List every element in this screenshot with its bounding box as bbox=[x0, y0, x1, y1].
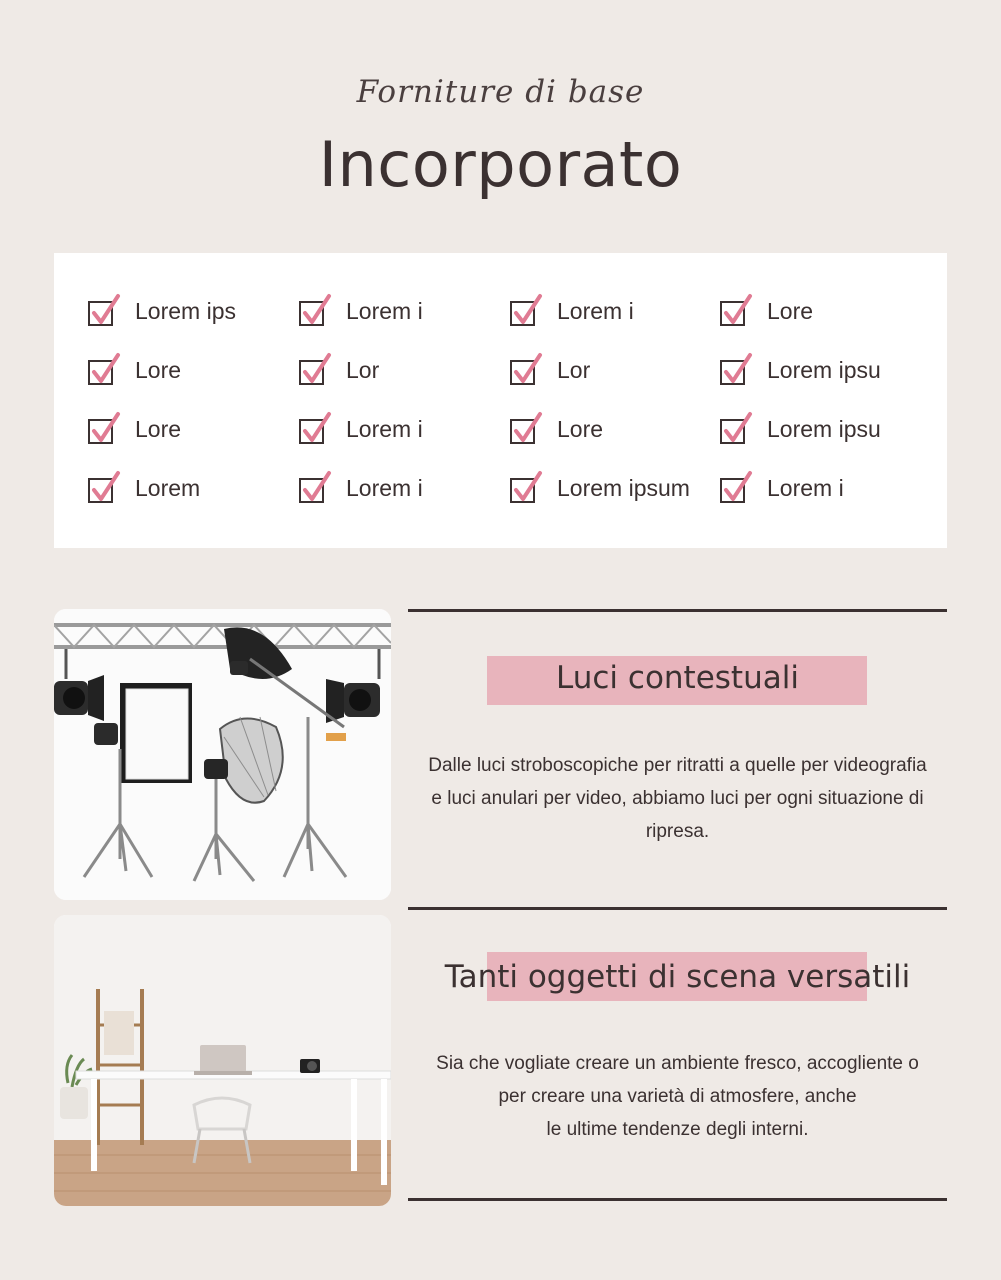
checklist-item bbox=[299, 293, 510, 329]
checklist-item bbox=[510, 293, 720, 329]
checklist-item-label: Lorem i bbox=[767, 474, 844, 501]
checkbox-checked-icon bbox=[510, 297, 539, 326]
checkbox-checked-icon bbox=[299, 415, 328, 444]
checkbox-checked-icon bbox=[720, 356, 749, 385]
checklist-item bbox=[299, 352, 510, 388]
section-title-lights: Luci contestuali bbox=[556, 660, 799, 696]
checkbox-checked-icon bbox=[720, 297, 749, 326]
checkbox-checked-icon bbox=[88, 415, 117, 444]
checklist-item bbox=[720, 293, 931, 329]
checklist-item bbox=[299, 470, 510, 506]
checklist-item bbox=[88, 352, 299, 388]
checkbox-checked-icon bbox=[510, 415, 539, 444]
checklist-item-label: Lorem ipsu bbox=[767, 415, 881, 442]
checklist-item bbox=[88, 411, 299, 447]
page-subtitle: Forniture di base bbox=[356, 74, 645, 110]
checklist-item-label: Lorem ipsum bbox=[557, 474, 690, 501]
text-line: e luci anulari per video, abbiamo luci per ogni situazione di bbox=[431, 788, 924, 809]
text-line: Dalle luci stroboscopiche per ritratti a quelle per videografia bbox=[428, 755, 927, 776]
checkbox-checked-icon bbox=[88, 474, 117, 503]
checklist-item-label: Lor bbox=[557, 356, 591, 383]
checklist-item bbox=[720, 470, 931, 506]
text-line: per creare una varietà di atmosfere, anche bbox=[498, 1086, 857, 1107]
checklist-item-label: Lore bbox=[135, 356, 182, 383]
checklist-panel bbox=[54, 253, 947, 548]
checkbox-checked-icon bbox=[510, 474, 539, 503]
section-divider bbox=[408, 1198, 947, 1201]
checklist-item-label: Lorem i bbox=[557, 297, 634, 324]
section-text-lights bbox=[408, 749, 947, 848]
checkbox-checked-icon bbox=[720, 415, 749, 444]
checklist-item-label: Lorem i bbox=[346, 415, 423, 442]
checkbox-checked-icon bbox=[299, 356, 328, 385]
checklist-item bbox=[510, 470, 720, 506]
checkbox-checked-icon bbox=[299, 474, 328, 503]
checklist-item-label: Lorem i bbox=[346, 474, 423, 501]
text-line: Sia che vogliate creare un ambiente fresco, accogliente o bbox=[436, 1053, 919, 1074]
checklist-item-label: Lore bbox=[767, 297, 814, 324]
checklist-item-label: Lore bbox=[557, 415, 604, 442]
checklist-item-label: Lorem bbox=[135, 474, 201, 501]
page-title: Incorporato bbox=[318, 128, 683, 201]
checklist-grid bbox=[88, 293, 931, 506]
checklist-item bbox=[88, 293, 299, 329]
section-text-props bbox=[408, 1047, 947, 1146]
text-line: ripresa. bbox=[645, 821, 710, 842]
checkbox-checked-icon bbox=[88, 297, 117, 326]
checklist-item bbox=[510, 352, 720, 388]
checklist-item-label: Lorem ipsu bbox=[767, 356, 881, 383]
checklist-item bbox=[720, 352, 931, 388]
checklist-item bbox=[720, 411, 931, 447]
checklist-item-label: Lorem ips bbox=[135, 297, 236, 324]
interior-props-photo bbox=[54, 915, 391, 1206]
section-title-props: Tanti oggetti di scena versatili bbox=[444, 959, 911, 995]
section-divider bbox=[408, 907, 947, 910]
checkbox-checked-icon bbox=[299, 297, 328, 326]
checklist-item bbox=[88, 470, 299, 506]
checklist-item bbox=[299, 411, 510, 447]
checklist-item bbox=[510, 411, 720, 447]
section-divider bbox=[408, 609, 947, 612]
checklist-item-label: Lorem i bbox=[346, 297, 423, 324]
checklist-item-label: Lore bbox=[135, 415, 182, 442]
checklist-item-label: Lor bbox=[346, 356, 380, 383]
checkbox-checked-icon bbox=[720, 474, 749, 503]
checkbox-checked-icon bbox=[88, 356, 117, 385]
checkbox-checked-icon bbox=[510, 356, 539, 385]
text-line: le ultime tendenze degli interni. bbox=[546, 1119, 809, 1140]
studio-lights-photo bbox=[54, 609, 391, 900]
